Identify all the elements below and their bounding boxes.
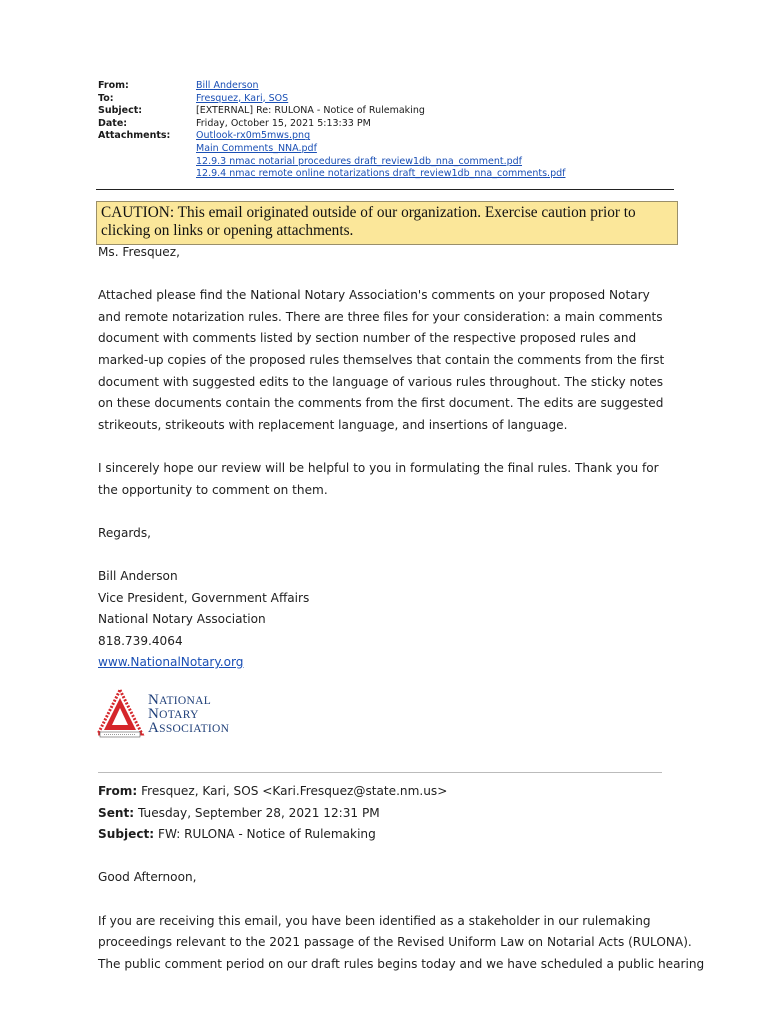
paragraph-line: on these documents contain the comments from the first document. The edits are suggested xyxy=(98,396,664,411)
paragraph-line: The public comment period on our draft rules begins today and we have scheduled a public hearing xyxy=(98,956,705,971)
paragraph-line: the opportunity to comment on them. xyxy=(98,482,328,497)
attachment-link[interactable]: 12.9.4 nmac remote online notarizations draft_review1db_nna_comments.pdf xyxy=(196,168,566,180)
fwd-subject-label: Subject: xyxy=(98,827,155,842)
fwd-from-label: From: xyxy=(98,784,138,798)
attachment-link[interactable]: 12.9.3 nmac notarial procedures draft_review1db_nna_comment.pdf xyxy=(196,155,523,167)
date-label: Date: xyxy=(98,117,128,129)
logo-emblem-icon xyxy=(98,690,142,737)
logo-cap: A xyxy=(148,720,160,736)
paragraph-line: document with suggested edits to the language of various rules throughout. The sticky notes xyxy=(98,374,664,389)
logo-word: ATIONAL xyxy=(159,695,212,707)
attachment-link[interactable]: Main Comments_NNA.pdf xyxy=(196,142,317,154)
paragraph-line: Attached please find the National Notary Association's comments on your proposed Notary xyxy=(98,288,650,303)
date-value: Friday, October 15, 2021 5:13:33 PM xyxy=(196,117,371,129)
paragraph-line: and remote notarization rules. There are three files for your consideration: a main comments xyxy=(98,309,663,324)
caution-banner xyxy=(96,201,678,245)
attachments-label: Attachments: xyxy=(98,130,171,142)
forward-divider xyxy=(98,772,662,773)
attachments-list xyxy=(196,130,678,180)
paragraph-line: document with comments listed by section number of the respective proposed rules and xyxy=(98,331,637,346)
forwarded-from-row xyxy=(98,781,664,803)
paragraph-line: strikeouts, strikeouts with replacement language, and insertions of language. xyxy=(98,417,568,432)
logo-word: SSOCIATION xyxy=(159,723,230,735)
to-label: To: xyxy=(98,92,114,104)
subject-label: Subject: xyxy=(98,105,143,117)
caution-line: clicking on links or opening attachments. xyxy=(101,222,354,239)
fwd-subject-value: FW: RULONA - Notice of Rulemaking xyxy=(157,827,376,842)
fwd-sent-label: Sent: xyxy=(98,805,135,820)
paragraph-line: marked-up copies of the proposed rules themselves that contain the comments from the first xyxy=(98,352,665,367)
signature-website-link[interactable]: www.NationalNotary.org xyxy=(98,655,244,670)
logo-cap: N xyxy=(148,706,160,722)
signature-name: Bill Anderson xyxy=(98,568,178,583)
caution-line: CAUTION: This email originated outside of our organization. Exercise caution prior to xyxy=(101,204,636,221)
header-date-row xyxy=(98,118,678,131)
signature-title: Vice President, Government Affairs xyxy=(98,590,310,605)
to-link[interactable]: Fresquez, Kari, SOS xyxy=(196,92,289,104)
paragraph-line: I sincerely hope our review will be helpful to you in formulating the final rules. Thank you for xyxy=(98,460,659,475)
signature-phone: 818.739.4064 xyxy=(98,633,183,648)
attachment-link[interactable]: Outlook-rx0m5mws.png xyxy=(196,130,311,142)
forwarded-message xyxy=(98,781,705,975)
header-from-row xyxy=(98,80,678,93)
header-attachments-row xyxy=(98,130,678,180)
header-divider xyxy=(96,189,674,190)
reply-body xyxy=(98,242,664,674)
from-link[interactable]: Bill Anderson xyxy=(196,80,259,91)
email-header xyxy=(98,80,678,181)
paragraph-line: If you are receiving this email, you have been identified as a stakeholder in our rulemaking xyxy=(98,913,651,928)
forwarded-greeting: Good Afternoon, xyxy=(98,870,197,885)
logo-word: OTARY xyxy=(159,709,199,721)
forwarded-subject-row xyxy=(98,824,664,846)
regards-text: Regards, xyxy=(98,525,151,540)
header-subject-row xyxy=(98,105,678,118)
forwarded-sent-row xyxy=(98,803,664,825)
logo-cap: N xyxy=(148,692,160,708)
paragraph-line: proceedings relevant to the 2021 passage of the Revised Uniform Law on Notarial Acts (RULONA). xyxy=(98,935,692,950)
header-to-row xyxy=(98,93,678,106)
fwd-sent-value: Tuesday, September 28, 2021 12:31 PM xyxy=(138,805,380,820)
logo-wordmark xyxy=(148,694,229,736)
fwd-from-value: Fresquez, Kari, SOS <Kari.Fresquez@state.nm.us> xyxy=(141,784,448,798)
subject-value: [EXTERNAL] Re: RULONA - Notice of Rulemaking xyxy=(196,105,425,117)
from-label: From: xyxy=(98,80,129,91)
signature-org: National Notary Association xyxy=(98,612,266,627)
reply-greeting: Ms. Fresquez, xyxy=(98,245,180,259)
